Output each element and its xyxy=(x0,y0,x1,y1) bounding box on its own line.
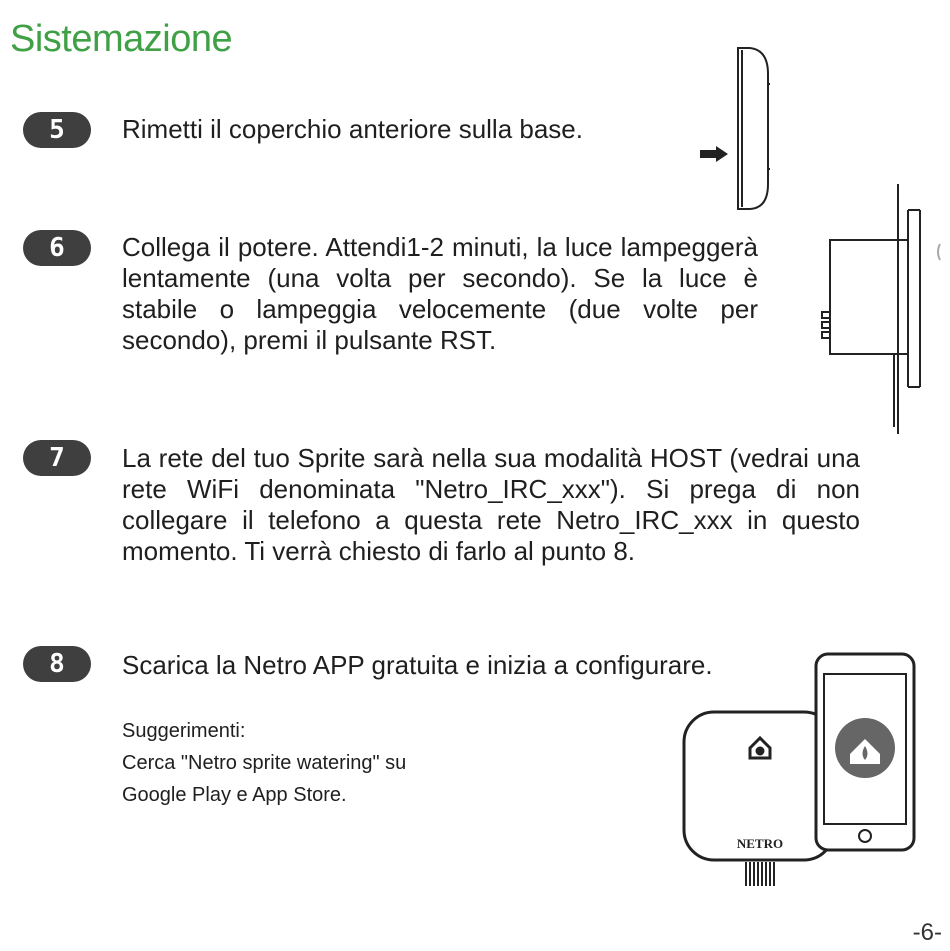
step-8-badge: 8 xyxy=(23,646,91,682)
cover-side-view-illustration xyxy=(698,44,778,214)
netro-app-icon xyxy=(835,718,895,778)
step-8-text: Scarica la Netro APP gratuita e inizia a configurare. xyxy=(122,650,713,680)
step-6-text: Collega il potere. Attendi1-2 minuti, la luce lampeggerà lentamente (una volta per secondo). Se la luce è stabile o lampeggia velocemente (due volte per secondo), premi il pulsante RST. xyxy=(122,232,758,355)
device-label: NETRO xyxy=(736,836,784,851)
step-5-text: Rimetti il coperchio anteriore sulla base. xyxy=(122,114,583,144)
device-and-phone-illustration xyxy=(680,650,920,890)
page-number: -6- xyxy=(912,919,942,946)
tips-line-1: Cerca "Netro sprite watering" su xyxy=(122,752,407,774)
tips-block xyxy=(122,715,406,811)
step-7-badge: 7 xyxy=(23,440,91,476)
wall-mount-side-view-illustration xyxy=(820,182,945,437)
step-6-badge: 6 xyxy=(23,230,91,266)
arrow-right-icon xyxy=(700,146,728,162)
step-5-badge: 5 xyxy=(23,112,91,148)
tips-line-2: Google Play e App Store. xyxy=(122,784,347,806)
page-title: Sistemazione xyxy=(10,18,233,60)
step-7-text: La rete del tuo Sprite sarà nella sua modalità HOST (vedrai una rete WiFi denominata "Netro_IRC_xxx"). Si prega di non collegare il telefono a questa rete Netro_IRC_xxx in questo momento. Ti verrà chiesto di farlo al punto 8. xyxy=(122,443,860,566)
controller-connector xyxy=(746,862,774,886)
tips-heading: Suggerimenti: xyxy=(122,720,246,742)
